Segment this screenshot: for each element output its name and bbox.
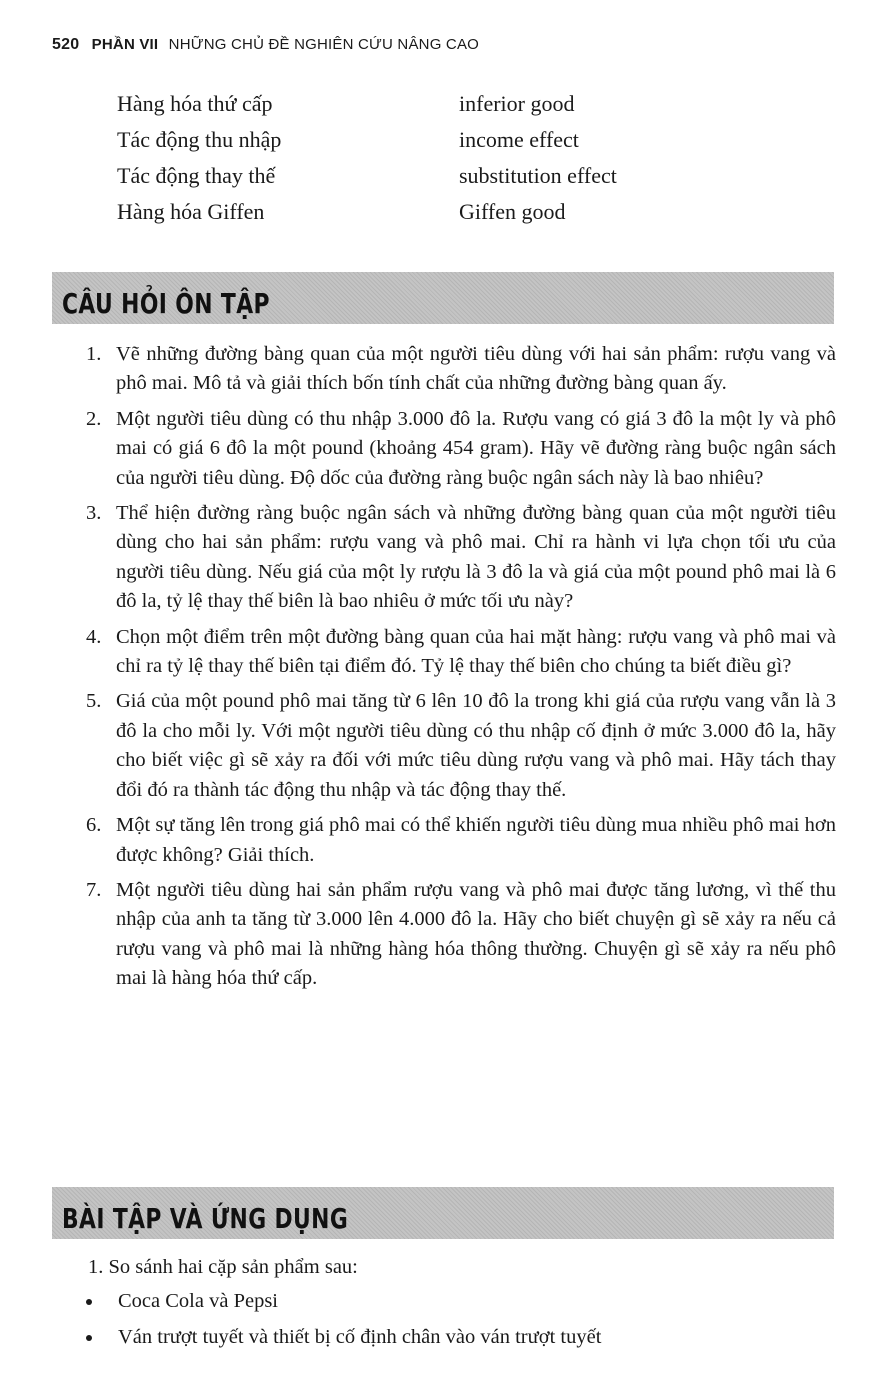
glossary-row: [117, 86, 759, 122]
review-question: [78, 405, 836, 493]
glossary-row: [117, 158, 759, 194]
review-question-list: [78, 340, 836, 1000]
exercises-section-bar: [52, 1187, 834, 1239]
question-text: Thể hiện đường ràng buộc ngân sách và những đường bàng quan của một người tiêu dùng cho hai sản phẩm: rượu vang và phô mai. Chỉ ra hành vi lựa chọn tối ưu của người tiêu dùng. Nếu giá của một ly rượu là 3 đô la và giá của một pound phô mai là 6 đô la, tỷ lệ thay thế biên là bao nhiêu ở mức tối ưu này?: [116, 502, 836, 613]
question-number: 5.: [86, 690, 102, 713]
glossary-row: [117, 194, 759, 230]
part-label: PHẦN VII: [91, 36, 159, 53]
glossary-term-vi: Tác động thu nhập: [117, 127, 282, 152]
review-question: [78, 499, 836, 617]
glossary-term-en: income effect: [459, 127, 579, 152]
question-number: 4.: [86, 625, 102, 648]
glossary-term-en: Giffen good: [459, 199, 566, 224]
review-section-bar: [52, 272, 834, 324]
review-question: [78, 340, 836, 399]
glossary-term-vi: Tác động thay thế: [117, 163, 276, 188]
question-number: 1.: [86, 343, 102, 365]
glossary-table: [117, 86, 759, 230]
part-title: NHỮNG CHỦ ĐỀ NGHIÊN CỨU NÂNG CAO: [168, 36, 480, 53]
list-item: [86, 1286, 601, 1322]
exercise-bullet-list: [86, 1286, 601, 1358]
question-number: 2.: [86, 407, 102, 430]
question-text: Một sự tăng lên trong giá phô mai có thể khiến người tiêu dùng mua nhiều phô mai hơn được không? Giải thích.: [116, 814, 836, 866]
question-text: Vẽ những đường bàng quan của một người tiêu dùng với hai sản phẩm: rượu vang và phô mai. Mô tả và giải thích bốn tính chất của những đường bàng quan ấy.: [116, 343, 836, 395]
exercises-section-title: BÀI TẬP VÀ ỨNG DỤNG: [62, 1202, 349, 1235]
bullet-icon: [86, 1299, 92, 1305]
review-question: [78, 811, 836, 870]
question-text: Một người tiêu dùng có thu nhập 3.000 đô la. Rượu vang có giá 3 đô la một ly và phô mai có giá 6 đô la một pound (khoảng 454 gram). Hãy vẽ đường ràng buộc ngân sách của người tiêu dùng. Độ dốc của đường ràng buộc ngân sách này là bao nhiêu?: [116, 407, 836, 489]
review-section-title: CÂU HỎI ÔN TẬP: [62, 287, 270, 320]
review-question: [78, 687, 836, 805]
glossary-term-en: inferior good: [459, 91, 575, 116]
question-number: 3.: [86, 502, 102, 525]
question-number: 6.: [86, 814, 102, 837]
bullet-icon: [86, 1335, 92, 1341]
bullet-text: Ván trượt tuyết và thiết bị cố định chân vào ván trượt tuyết: [118, 1326, 602, 1348]
glossary-row: [117, 122, 759, 158]
list-item: [86, 1322, 601, 1358]
running-header: [52, 36, 479, 54]
exercise-intro: 1. So sánh hai cặp sản phẩm sau:: [88, 1256, 358, 1278]
glossary-term-vi: Hàng hóa thứ cấp: [117, 91, 273, 116]
review-question: [78, 623, 836, 682]
page-number: 520: [52, 36, 80, 53]
question-number: 7.: [86, 878, 102, 901]
question-text: Một người tiêu dùng hai sản phẩm rượu vang và phô mai được tăng lương, vì thế thu nhập của anh ta tăng từ 3.000 lên 4.000 đô la. Hãy cho biết chuyện gì sẽ xảy ra nếu cả rượu vang và phô mai là những hàng hóa thông thường. Chuyện gì sẽ xảy ra nếu phô mai là hàng hóa thứ cấp.: [116, 878, 836, 990]
question-text: Giá của một pound phô mai tăng từ 6 lên 10 đô la trong khi giá của rượu vang vẫn là 3 đô la cho mỗi ly. Với một người tiêu dùng có thu nhập cố định ở mức 3.000 đô la, hãy cho biết việc gì sẽ xảy ra đối với mức tiêu dùng rượu vang và phô mai. Hãy tách thay đổi đó ra thành tác động thu nhập và tác động thay thế.: [116, 690, 836, 801]
review-question: [78, 876, 836, 994]
glossary-term-vi: Hàng hóa Giffen: [117, 199, 265, 224]
glossary-term-en: substitution effect: [459, 163, 617, 188]
question-text: Chọn một điểm trên một đường bàng quan của hai mặt hàng: rượu vang và phô mai và chỉ ra tỷ lệ thay thế biên tại điểm đó. Tỷ lệ thay thế biên cho chúng ta biết điều gì?: [116, 625, 836, 678]
bullet-text: Coca Cola và Pepsi: [118, 1290, 278, 1312]
